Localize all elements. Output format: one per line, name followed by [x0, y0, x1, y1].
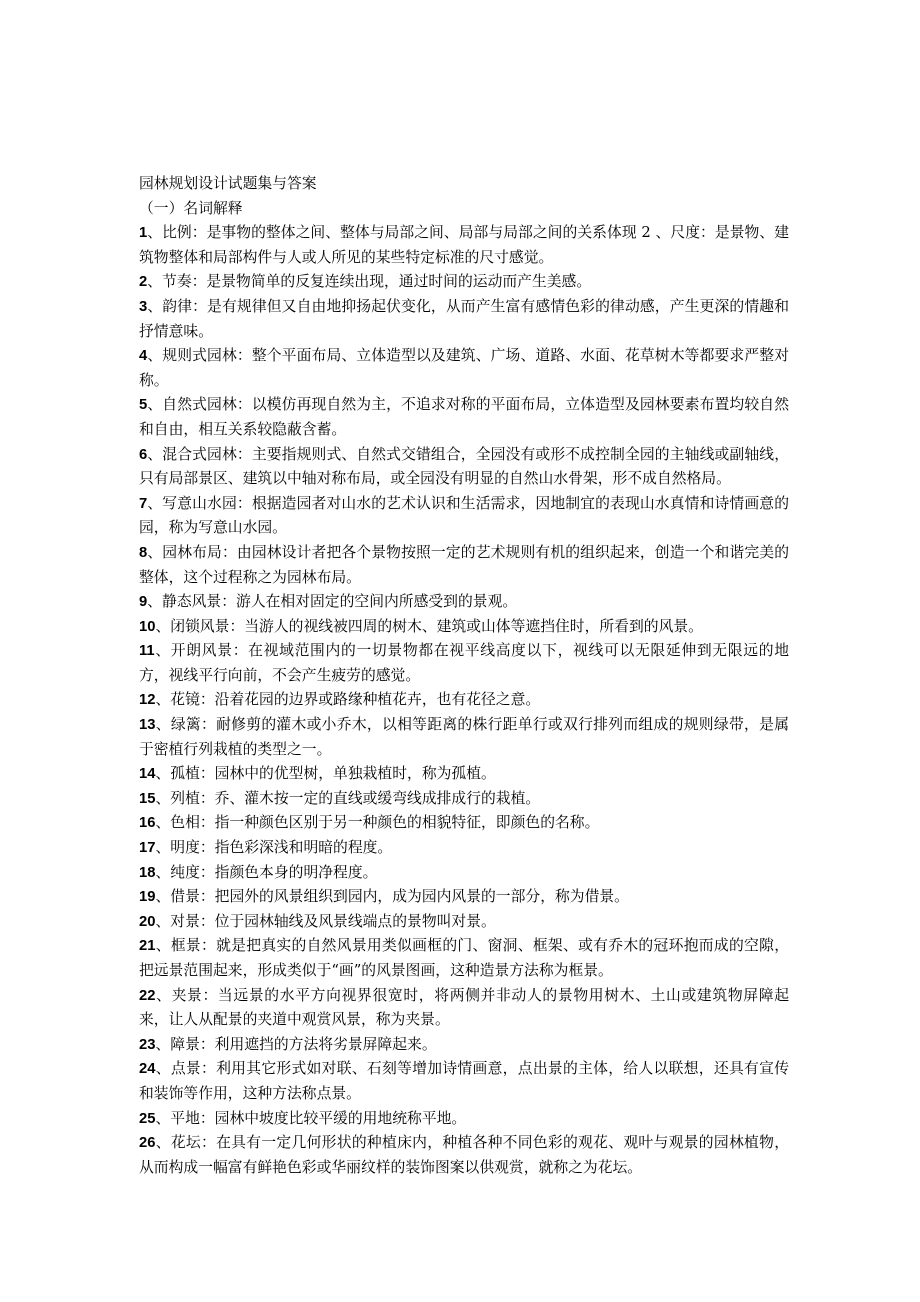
entry-text: 、孤植：园林中的优型树，单独栽植时，称为孤植。 — [155, 765, 496, 783]
entry-text: 、色相：指一种颜色区别于另一种颜色的相貌特征，即颜色的名称。 — [155, 814, 600, 832]
glossary-entry — [139, 393, 789, 442]
glossary-entry — [139, 295, 789, 344]
entry-number: 2 — [139, 274, 148, 291]
entry-text: 、开朗风景：在视域范围内的一切景物都在视平线高度以下，视线可以无限延伸到无限远的地方，视线平行向前，不会产生疲劳的感觉。 — [139, 642, 789, 684]
entry-text: 、平地：园林中坡度比较平缓的用地统称平地。 — [155, 1109, 467, 1127]
glossary-entry — [139, 615, 789, 640]
entry-text: 、闭锁风景：当游人的视线被四周的树木、建筑或山体等遮挡住时，所看到的风景。 — [155, 617, 703, 635]
entry-text: 、点景：利用其它形式如对联、石刻等增加诗情画意，点出景的主体，给人以联想，还具有宣传和装饰等作用，这种方法称点景。 — [139, 1060, 789, 1102]
glossary-entry — [139, 590, 789, 615]
glossary-entry — [139, 1033, 789, 1058]
glossary-entry — [139, 443, 789, 492]
glossary-entry — [139, 541, 789, 590]
entry-text: 、对景：位于园林轴线及风景线端点的景物叫对景。 — [155, 912, 496, 930]
entry-number: 5 — [139, 397, 148, 414]
glossary-entry — [139, 787, 789, 812]
entry-number: 22 — [139, 987, 156, 1004]
entry-text: 、花坛：在具有一定几何形状的种植床内，种植各种不同色彩的观花、观叶与观景的园林植物，从而构成一幅富有鲜艳色彩或华丽纹样的装饰图案以供观赏，就称之为花坛。 — [139, 1134, 789, 1176]
entry-text: 、园林布局：由园林设计者把各个景物按照一定的艺术规则有机的组织起来，创造一个和谐完美的整体，这个过程称之为园林布局。 — [139, 543, 789, 586]
section-heading: （一）名词解释 — [139, 199, 243, 217]
entry-number: 16 — [139, 815, 156, 832]
document-page — [139, 172, 789, 1180]
entry-text: 、纯度：指颜色本身的明净程度。 — [155, 863, 378, 881]
glossary-entry — [139, 836, 789, 861]
entry-number: 17 — [139, 840, 156, 857]
glossary-list — [139, 221, 789, 1180]
glossary-entry — [139, 221, 789, 270]
entry-number: 15 — [139, 790, 156, 807]
entry-number: 11 — [139, 643, 155, 660]
entry-text: 、比例：是事物的整体之间、整体与局部之间、局部与局部之间的关系体现 2 、尺度：是景物、建筑物整体和局部构件与人或人所见的某些特定标准的尺寸感觉。 — [139, 224, 789, 266]
glossary-entry — [139, 861, 789, 886]
entry-number: 4 — [139, 348, 148, 365]
entry-number: 21 — [139, 938, 156, 955]
entry-number: 23 — [139, 1036, 156, 1053]
glossary-entry — [139, 688, 789, 713]
entry-number: 14 — [139, 766, 156, 783]
entry-text: 、规则式园林：整个平面布局、立体造型以及建筑、广场、道路、水面、花草树木等都要求严整对称。 — [139, 347, 789, 389]
entry-number: 25 — [139, 1110, 156, 1127]
entry-number: 18 — [139, 864, 156, 881]
entry-number: 26 — [139, 1135, 156, 1152]
entry-number: 12 — [139, 692, 156, 709]
entry-text: 、夹景：当远景的水平方向视界很宽时，将两侧并非动人的景物用树木、土山或建筑物屏障起来，让人从配景的夹道中观赏风景，称为夹景。 — [139, 986, 789, 1029]
entry-text: 、节奏：是景物简单的反复连续出现，通过时间的运动而产生美感。 — [147, 273, 592, 291]
entry-number: 7 — [139, 495, 148, 512]
entry-number: 8 — [139, 544, 148, 561]
entry-text: 、静态风景：游人在相对固定的空间内所感受到的景观。 — [147, 593, 518, 611]
entry-text: 、韵律：是有规律但又自由地抑扬起伏变化，从而产生富有感情色彩的律动感，产生更深的情趣和抒情意味。 — [139, 297, 789, 340]
entry-number: 19 — [139, 889, 156, 906]
entry-text: 、明度：指色彩深浅和明暗的程度。 — [155, 839, 393, 857]
entry-number: 10 — [139, 618, 156, 635]
entry-number: 24 — [139, 1061, 156, 1078]
glossary-entry — [139, 910, 789, 935]
glossary-entry — [139, 1057, 789, 1106]
glossary-entry — [139, 270, 789, 295]
glossary-entry — [139, 492, 789, 541]
entry-text: 、写意山水园：根据造园者对山水的艺术认识和生活需求，因地制宜的表现山水真情和诗情画意的园，称为写意山水园。 — [139, 494, 789, 537]
glossary-entry — [139, 1131, 789, 1180]
entry-number: 6 — [139, 446, 148, 463]
entry-text: 、自然式园林：以模仿再现自然为主，不追求对称的平面布局，立体造型及园林要素布置均较自然和自由，相互关系较隐蔽含蓄。 — [139, 396, 789, 438]
glossary-entry — [139, 713, 789, 762]
entry-text: 、框景：就是把真实的自然风景用类似画框的门、窗洞、框架、或有乔木的冠环抱而成的空隙，把远景范围起来，形成类似于“画”的风景图画，这种造景方法称为框景。 — [139, 937, 789, 979]
entry-text: 、绿篱：耐修剪的灌木或小乔木，以相等距离的株行距单行或双行排列而组成的规则绿带，是属于密植行列栽植的类型之一。 — [139, 716, 789, 758]
entry-number: 13 — [139, 717, 156, 734]
entry-number: 9 — [139, 594, 148, 611]
entry-text: 、混合式园林：主要指规则式、自然式交错组合，全园没有或形不成控制全园的主轴线或副轴线，只有局部景区、建筑以中轴对称布局，或全园没有明显的自然山水骨架，形不成自然格局。 — [139, 445, 789, 488]
document-title: 园林规划设计试题集与答案 — [139, 175, 317, 192]
entry-text: 、花镜：沿着花园的边界或路缘种植花卉，也有花径之意。 — [155, 691, 541, 709]
entry-number: 20 — [139, 913, 156, 930]
glossary-entry — [139, 984, 789, 1033]
glossary-entry — [139, 762, 789, 787]
entry-text: 、借景：把园外的风景组织到园内，成为园内风景的一部分，称为借景。 — [155, 888, 629, 906]
entry-text: 、列植：乔、灌木按一定的直线或缓弯线成排成行的栽植。 — [155, 789, 541, 807]
entry-text: 、障景：利用遮挡的方法将劣景屏障起来。 — [155, 1035, 437, 1053]
entry-number: 1 — [139, 225, 148, 242]
glossary-entry — [139, 344, 789, 393]
glossary-entry — [139, 639, 789, 688]
entry-number: 3 — [139, 298, 148, 315]
glossary-entry — [139, 811, 789, 836]
glossary-entry — [139, 934, 789, 983]
glossary-entry — [139, 885, 789, 910]
glossary-entry — [139, 1107, 789, 1132]
